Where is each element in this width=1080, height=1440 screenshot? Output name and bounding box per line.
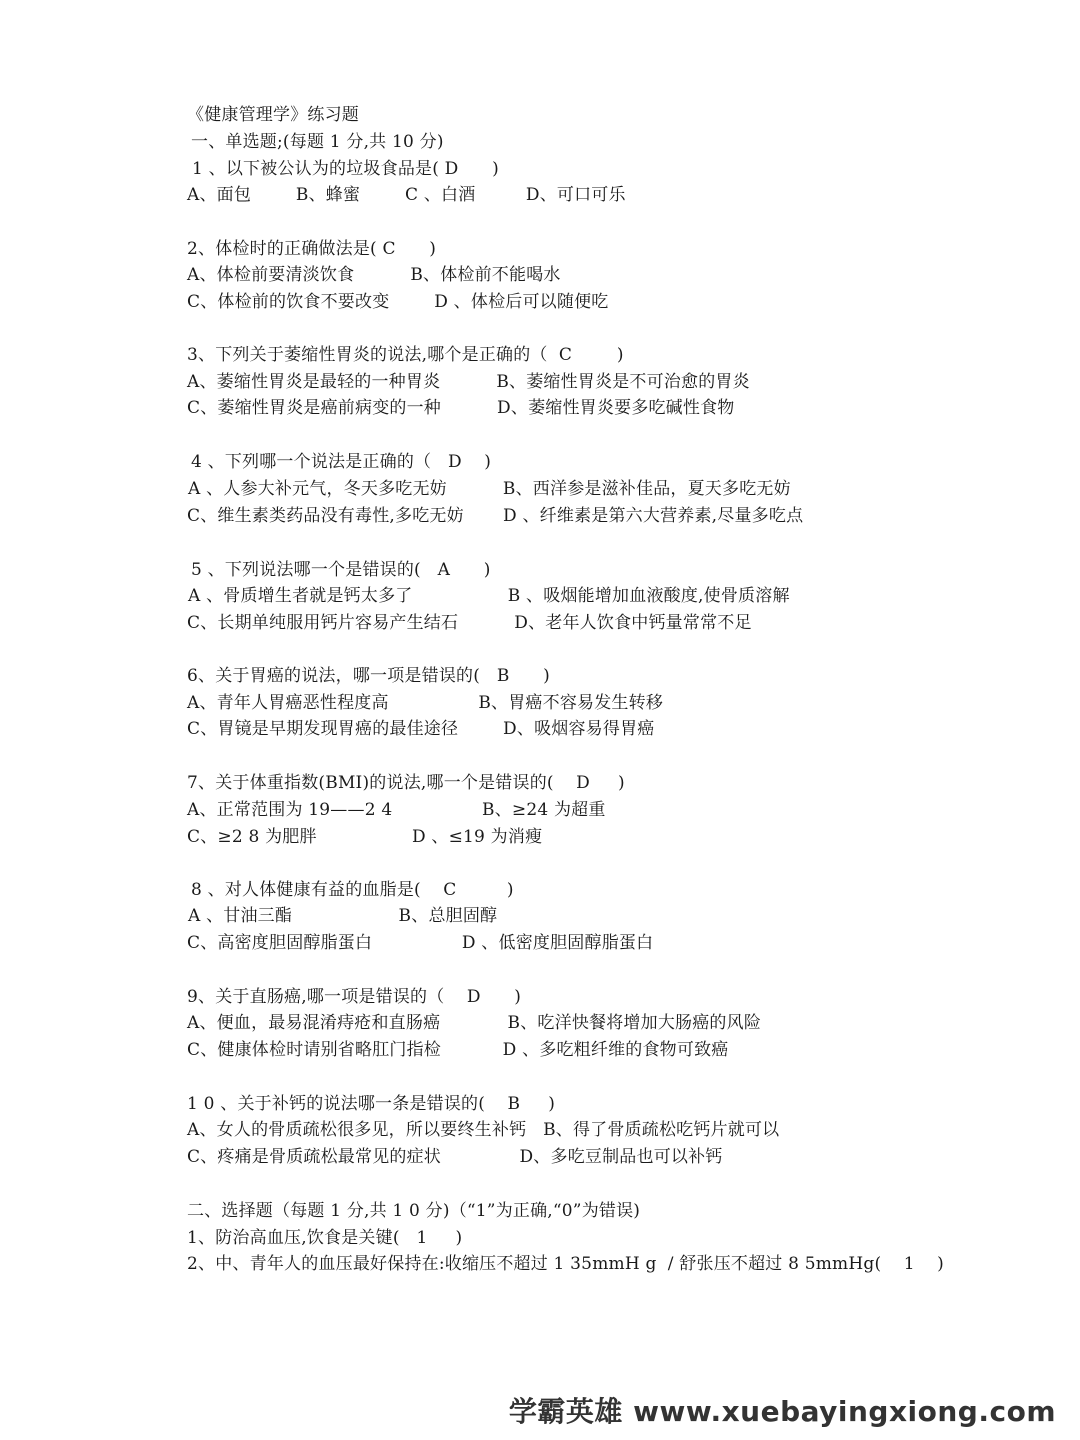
question-3-options-row-1: A、萎缩性胃炎是最轻的一种胃炎 B、萎缩性胃炎是不可治愈的胃炎 — [187, 372, 750, 392]
question-9-options-row-1: A、便血，最易混淆痔疮和直肠癌 B、吃洋快餐将增加大肠癌的风险 — [187, 1013, 762, 1033]
question-7-stem: 7、关于体重指数(BMI)的说法,哪一个是错误的( D ) — [187, 773, 625, 793]
question-2-stem: 2、体检时的正确做法是( C ) — [187, 239, 437, 259]
question-7-options-row-2: C、≥2 8 为肥胖 D 、≤19 为消瘦 — [187, 827, 543, 847]
question-4-options-row-2: C、维生素类药品没有毒性,多吃无妨 D 、纤维素是第六大营养素,尽量多吃点 — [187, 506, 804, 526]
question-4-options-row-1: A 、人参大补元气，冬天多吃无妨 B、西洋参是滋补佳品，夏天多吃无妨 — [188, 479, 791, 499]
question-4-stem: 4 、下列哪一个说法是正确的（ D ) — [191, 452, 492, 472]
question-5-options-row-1: A 、骨质增生者就是钙太多了 B 、吸烟能增加血液酸度,使骨质溶解 — [188, 586, 790, 606]
section-1-header: 一、单选题;(每题 1 分,共 10 分) — [191, 132, 444, 152]
question-10-options-row-2: C、疼痛是骨质疏松最常见的症状 D、多吃豆制品也可以补钙 — [187, 1147, 723, 1167]
question-7-options-row-1: A、正常范围为 19——2 4 B、≥24 为超重 — [187, 800, 606, 820]
question-8-options-row-1: A 、甘油三酯 B、总胆固醇 — [188, 906, 498, 926]
true-false-question-1: 1、防治高血压,饮食是关键( 1 ) — [187, 1228, 463, 1248]
question-9-stem: 9、关于直肠癌,哪一项是错误的（ D ) — [187, 987, 522, 1007]
question-1-stem: 1 、以下被公认为的垃圾食品是( D ) — [192, 159, 499, 179]
site-watermark: 学霸英雄 www.xuebayingxiong.com — [508, 1395, 1056, 1428]
question-2-options-row-1: A、体检前要清淡饮食 B、体检前不能喝水 — [187, 265, 561, 285]
document-title: 《健康管理学》练习题 — [187, 105, 359, 125]
question-2-options-row-2: C、体检前的饮食不要改变 D 、体检后可以随便吃 — [187, 292, 609, 312]
question-3-stem: 3、下列关于萎缩性胃炎的说法,哪个是正确的（ C ) — [187, 345, 624, 365]
question-6-options-row-1: A、青年人胃癌恶性程度高 B、胃癌不容易发生转移 — [187, 693, 664, 713]
question-8-options-row-2: C、高密度胆固醇脂蛋白 D 、低密度胆固醇脂蛋白 — [187, 933, 654, 953]
question-5-options-row-2: C、长期单纯服用钙片容易产生结石 D、老年人饮食中钙量常常不足 — [187, 613, 752, 633]
question-6-stem: 6、关于胃癌的说法，哪一项是错误的( B ) — [187, 666, 551, 686]
question-9-options-row-2: C、健康体检时请别省略肛门指检 D 、多吃粗纤维的食物可致癌 — [187, 1040, 729, 1060]
question-3-options-row-2: C、萎缩性胃炎是癌前病变的一种 D、萎缩性胃炎要多吃碱性食物 — [187, 398, 735, 418]
section-2-header: 二、选择题（每题 1 分,共 1 0 分)（“1”为正确,“0”为错误) — [187, 1201, 641, 1221]
true-false-question-2: 2、中、青年人的血压最好保持在:收缩压不超过 1 35mmH g / 舒张压不超过 8 5mmHg( 1 ) — [187, 1254, 944, 1274]
question-5-stem: 5 、下列说法哪一个是错误的( A ) — [191, 560, 491, 580]
question-1-options-row-1: A、面包 B、蜂蜜 C 、白酒 D、可口可乐 — [187, 185, 626, 205]
question-6-options-row-2: C、胃镜是早期发现胃癌的最佳途径 D、吸烟容易得胃癌 — [187, 719, 655, 739]
question-8-stem: 8 、对人体健康有益的血脂是( C ) — [191, 880, 514, 900]
question-10-options-row-1: A、女人的骨质疏松很多见，所以要终生补钙 B、得了骨质疏松吃钙片就可以 — [187, 1120, 780, 1140]
question-10-stem: 1 0 、关于补钙的说法哪一条是错误的( B ) — [187, 1094, 556, 1114]
